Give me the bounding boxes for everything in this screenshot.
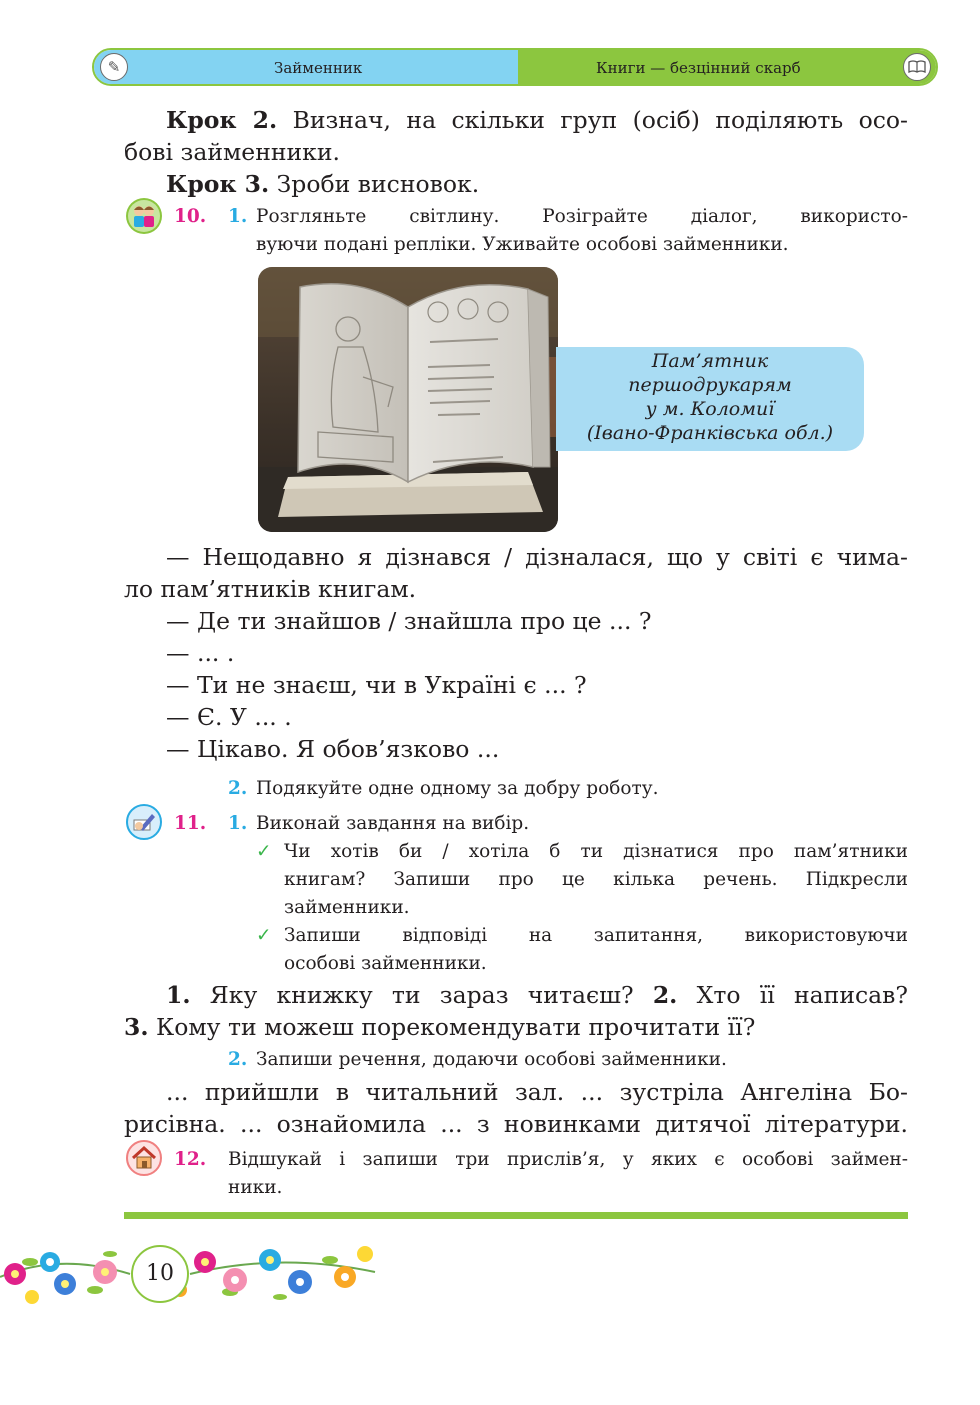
step2-line1: Крок 2. Визнач, на скільки груп (осіб) поділяють осо- bbox=[166, 106, 908, 134]
questions-line2: 3. Кому ти можеш порекомендувати прочитати її? bbox=[124, 1013, 756, 1041]
dialog-line-5: — Є. У ... . bbox=[166, 703, 292, 731]
task12-line2: ники. bbox=[228, 1177, 283, 1198]
task11-option1-line3: займенники. bbox=[284, 897, 410, 918]
checkmark-icon: ✓ bbox=[256, 841, 272, 862]
task12-line1: Відшукай і запиши три прислів’я, у яких є особові займен- bbox=[228, 1149, 908, 1170]
pen-icon: ✎ bbox=[100, 53, 128, 81]
task10-sub2-number: 2. bbox=[228, 778, 248, 799]
dialog-line-6: — Цікаво. Я обов’язково ... bbox=[166, 735, 500, 763]
page-number: 10 bbox=[131, 1245, 189, 1303]
task10-sub1-line2: вуючи подані репліки. Уживайте особові займенники. bbox=[256, 234, 789, 255]
home-icon bbox=[126, 1140, 162, 1176]
step3-line: Крок 3. Зроби висновок. bbox=[166, 170, 480, 198]
exercise-line2: рисівна. ... ознайомила ... з новинками дитячої літератури. bbox=[124, 1110, 908, 1138]
dialog-line-3: — ... . bbox=[166, 639, 235, 667]
photo-caption: Пам’ятник першодрукарям у м. Коломиї (Івано-Франківська обл.) bbox=[586, 350, 834, 444]
dialog-line-2: — Де ти знайшов / знайшла про це ... ? bbox=[166, 607, 652, 635]
task11-option2-line1: Запиши відповіді на запитання, використовуючи bbox=[284, 925, 908, 946]
task11-sub2-text: Запиши речення, додаючи особові займенники. bbox=[256, 1049, 727, 1070]
task11-sub2-number: 2. bbox=[228, 1049, 248, 1070]
questions-line1: 1. Яку книжку ти зараз читаєш? 2. Хто її написав? bbox=[166, 981, 908, 1009]
task11-option2-line2: особові займенники. bbox=[284, 953, 487, 974]
dialog-line-4: — Ти не знаєш, чи в Україні є ... ? bbox=[166, 671, 587, 699]
page-header bbox=[92, 48, 938, 86]
header-chapter-title: Книги — безцінний скарб bbox=[596, 59, 801, 77]
header-left-section bbox=[94, 50, 518, 84]
dialog-line-1b: ло пам’ятників книгам. bbox=[124, 575, 417, 603]
task12-number: 12. bbox=[174, 1149, 207, 1170]
header-right-section bbox=[518, 50, 936, 84]
writing-icon bbox=[126, 804, 162, 840]
task10-sub1-line1: Розгляньте світлину. Розіграйте діалог, використо- bbox=[256, 206, 908, 227]
header-topic-title: Займенник bbox=[274, 59, 363, 77]
checkmark-icon: ✓ bbox=[256, 925, 272, 946]
task10-sub2-text: Подякуйте одне одному за добру роботу. bbox=[256, 778, 659, 799]
task11-sub1-text: Виконай завдання на вибір. bbox=[256, 813, 530, 834]
task11-option1-line2: книгам? Запиши про це кілька речень. Підкресли bbox=[284, 869, 908, 890]
dialog-line-1a: — Нещодавно я дізнався / дізналася, що у світі є чима- bbox=[166, 543, 908, 571]
exercise-line1: ... прийшли в читальний зал. ... зустріла Ангеліна Бо- bbox=[166, 1078, 908, 1106]
task11-number: 11. bbox=[174, 813, 207, 834]
task10-sub1-number: 1. bbox=[228, 206, 248, 227]
step2-line2: бові займенники. bbox=[124, 138, 340, 166]
flower-garland-decoration bbox=[0, 1232, 380, 1317]
task10-number: 10. bbox=[174, 206, 207, 227]
monument-photo bbox=[258, 267, 558, 532]
pair-work-icon bbox=[126, 198, 162, 234]
task11-option1-line1: Чи хотів би / хотіла б ти дізнатися про пам’ятники bbox=[284, 841, 908, 862]
bottom-divider bbox=[124, 1212, 908, 1219]
task11-sub1-number: 1. bbox=[228, 813, 248, 834]
open-book-icon bbox=[903, 53, 931, 81]
